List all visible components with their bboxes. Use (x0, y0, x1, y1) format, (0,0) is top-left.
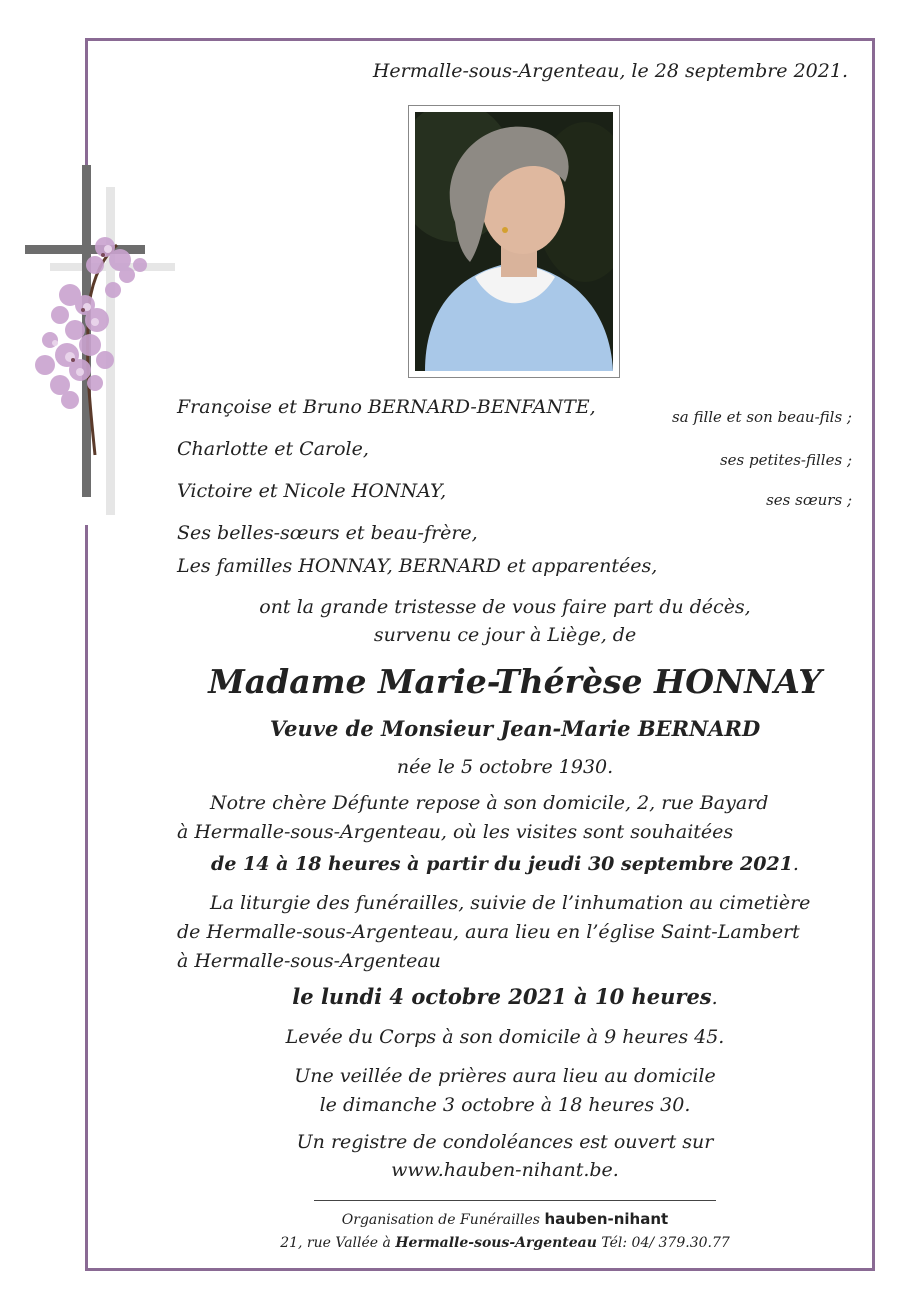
family-line: Ses belles-sœurs et beau-frère, (177, 522, 478, 544)
announcement-line: ont la grande tristesse de vous faire part du décès, (259, 596, 751, 618)
family-line: Les familles HONNAY, BERNARD et apparentées, (177, 555, 658, 577)
family-relation: ses petites-filles ; (719, 451, 852, 469)
registry-url: www.hauben-nihant.be. (391, 1159, 619, 1181)
funeral-line: La liturgie des funérailles, suivie de l’inhumation au cimetière (210, 892, 811, 914)
visitation-hours: de 14 à 18 heures à partir du jeudi 30 septembre 2021. (211, 853, 799, 875)
levee-line: Levée du Corps à son domicile à 9 heures 45. (285, 1026, 725, 1048)
registry-line: Un registre de condoléances est ouvert sur (296, 1131, 714, 1153)
deceased-name: Madame Marie-Thérèse HONNAY (208, 662, 822, 701)
funeral-line: à Hermalle-sous-Argenteau (177, 950, 441, 972)
vigil-line: Une veillée de prières aura lieu au domicile (294, 1065, 716, 1087)
portrait-photo (408, 105, 620, 378)
family-relation: ses sœurs ; (766, 491, 852, 509)
footer-divider (314, 1200, 716, 1201)
visitation-line: Notre chère Défunte repose à son domicile, 2, rue Bayard (210, 792, 769, 814)
family-relation: sa fille et son beau-fils ; (672, 408, 852, 426)
family-line: Françoise et Bruno BERNARD-BENFANTE, (177, 396, 596, 418)
vigil-line: le dimanche 3 octobre à 18 heures 30. (319, 1094, 691, 1116)
widow-of: Veuve de Monsieur Jean-Marie BERNARD (269, 716, 761, 741)
brand-logo: hauben-nihant (544, 1210, 669, 1228)
birth-date: née le 5 octobre 1930. (396, 756, 614, 778)
announcement-line: survenu ce jour à Liège, de (373, 624, 637, 646)
funeral-line: de Hermalle-sous-Argenteau, aura lieu en l’église Saint-Lambert (177, 921, 800, 943)
visitation-line: à Hermalle-sous-Argenteau, où les visites sont souhaitées (177, 821, 734, 843)
family-line: Charlotte et Carole, (177, 438, 369, 460)
cross-with-blossoms-icon (25, 165, 175, 515)
date-line: Hermalle-sous-Argenteau, le 28 septembre 2021. (372, 60, 848, 82)
footer-org: Organisation de Funérailles hauben-nihant (341, 1210, 669, 1228)
funeral-date: le lundi 4 octobre 2021 à 10 heures. (292, 984, 718, 1009)
family-line: Victoire et Nicole HONNAY, (177, 480, 447, 502)
footer-address: 21, rue Vallée à Hermalle-sous-Argenteau Tél: 04/ 379.30.77 (280, 1235, 730, 1251)
